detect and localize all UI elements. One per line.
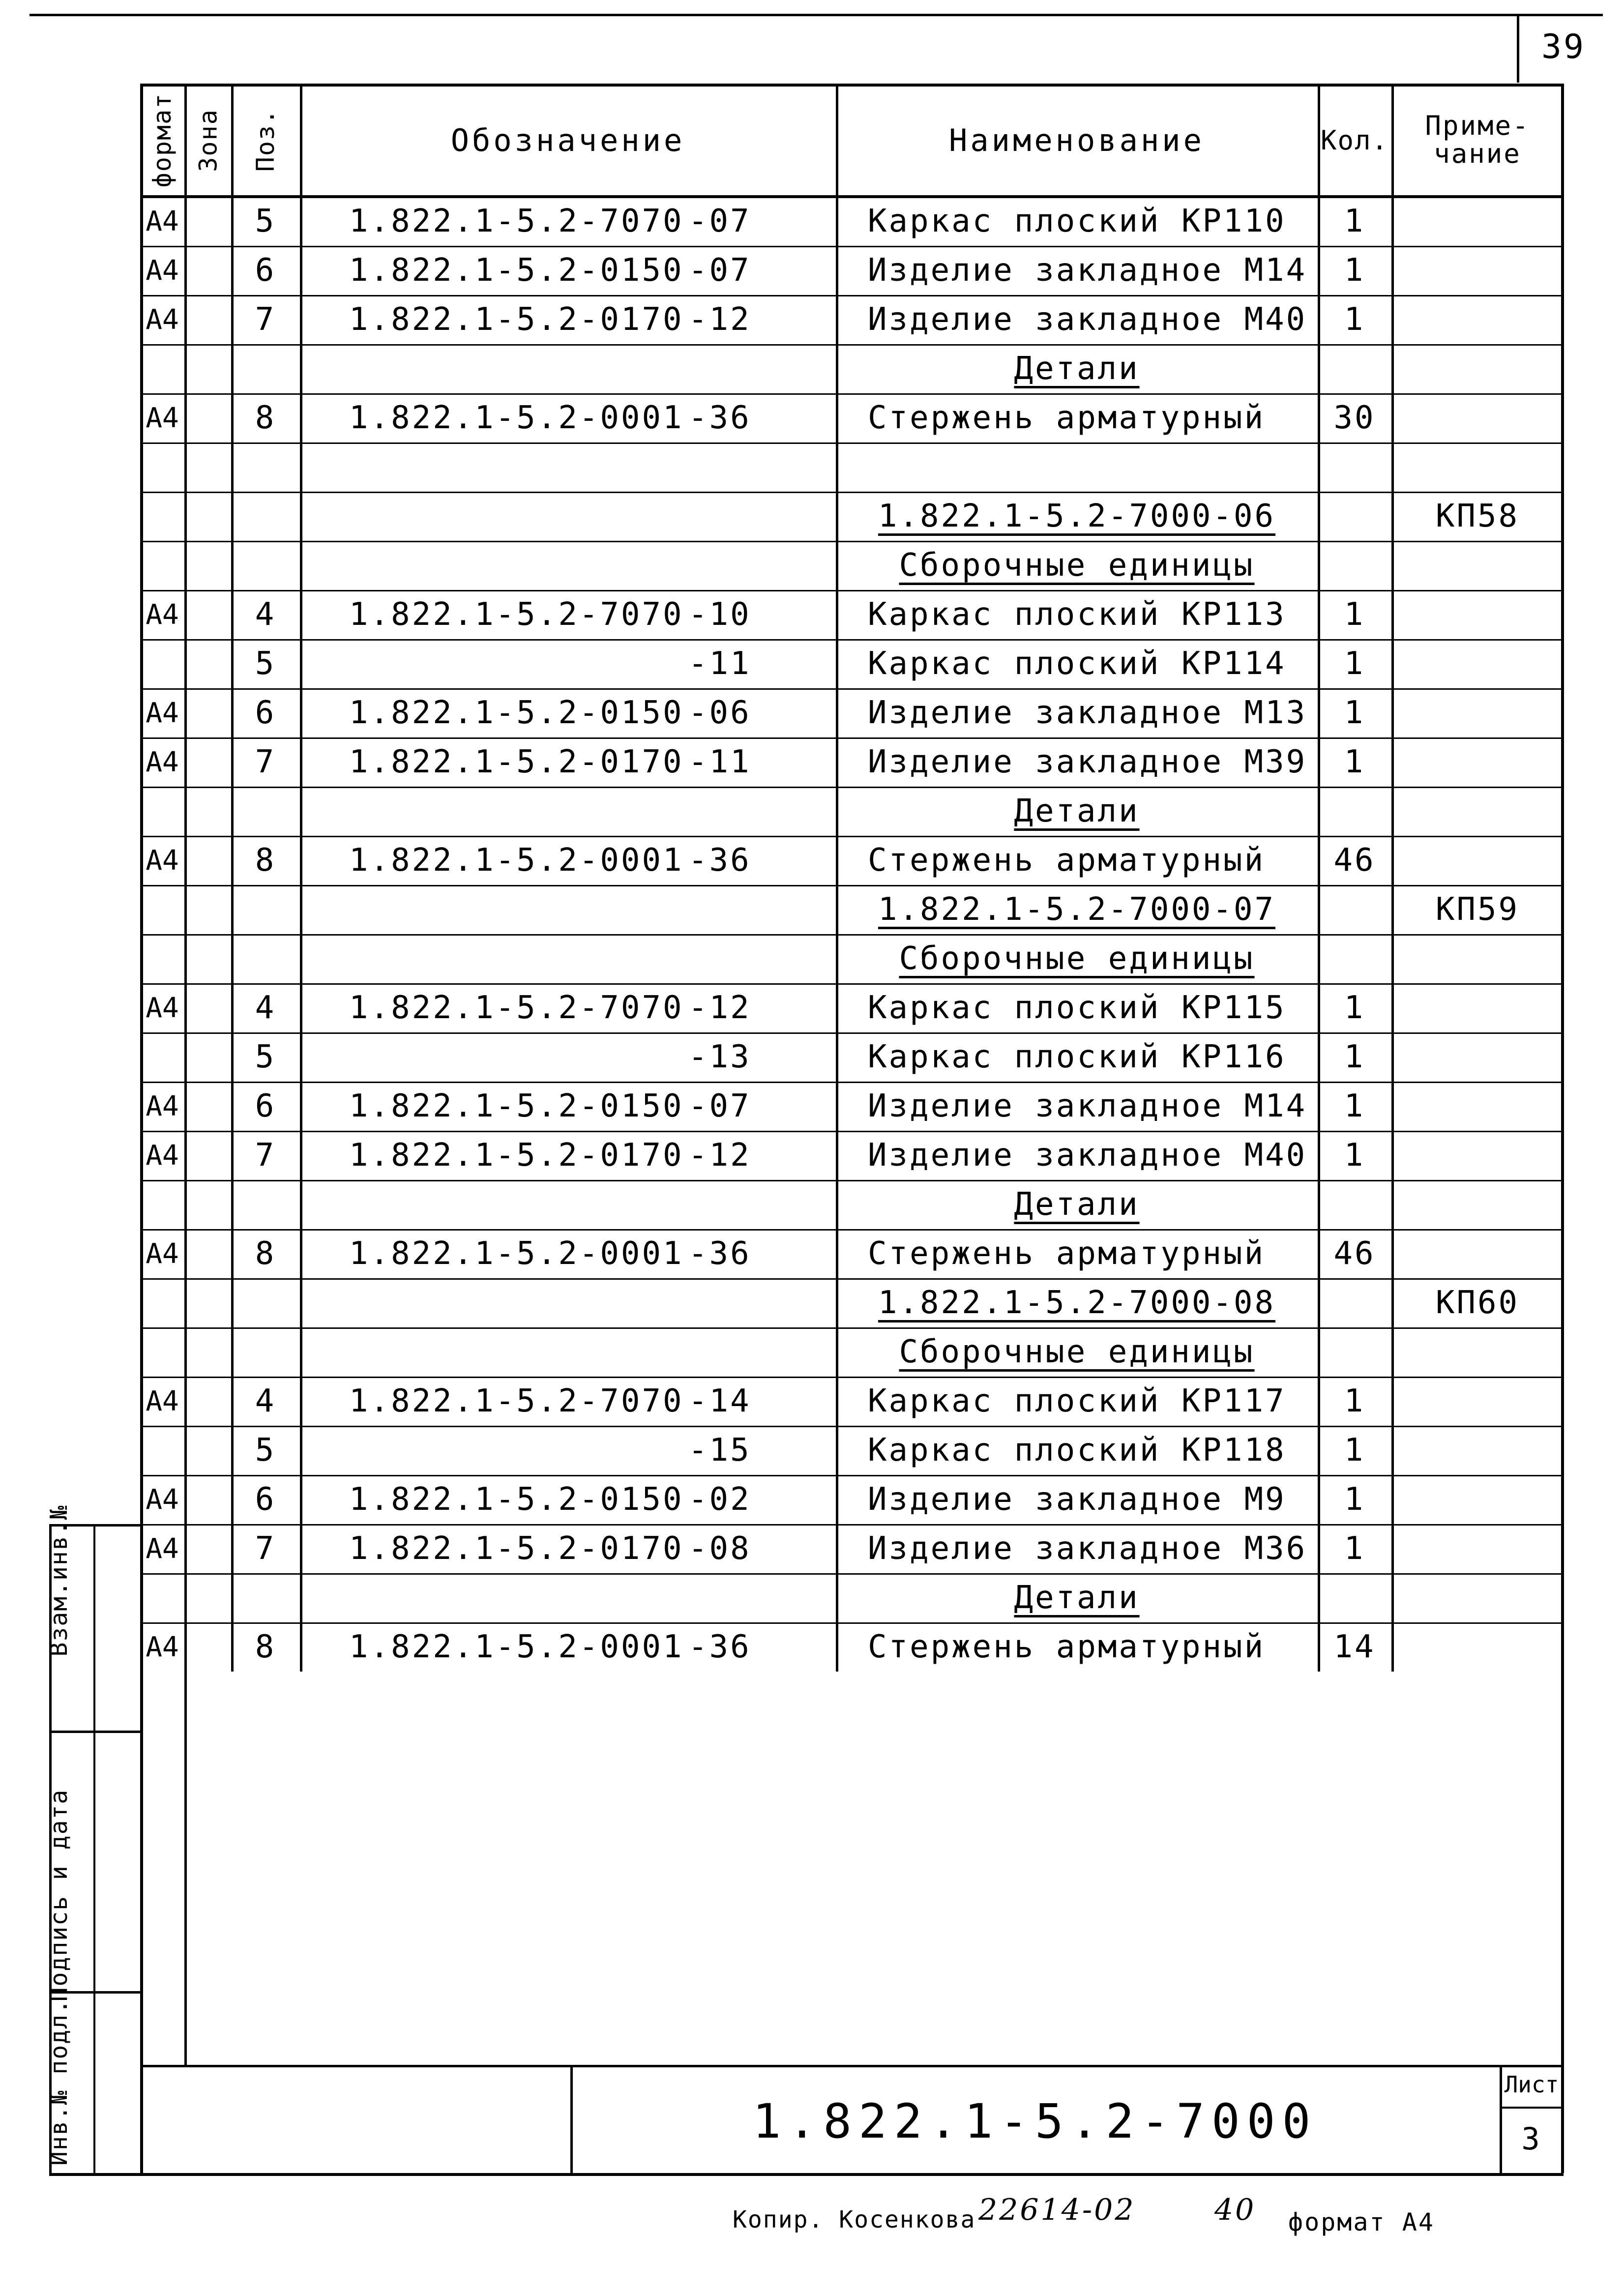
- row-format: [140, 1573, 184, 1622]
- row-quantity: 1: [1344, 1039, 1365, 1075]
- row-format: [140, 1180, 184, 1229]
- row-designation-suffix: [688, 1327, 826, 1377]
- row-name: Изделие закладное М14: [868, 252, 1307, 289]
- side-label-vzam-inv: Взам.инв.№: [45, 1504, 73, 1657]
- row-designation: 1.822.1-5.2-7070: [349, 1383, 684, 1419]
- header-zone: Зона: [193, 108, 222, 172]
- row-designation: 1.822.1-5.2-0150: [349, 252, 684, 289]
- row-note: [1391, 688, 1564, 737]
- row-designation-suffix: -08: [688, 1530, 751, 1567]
- row-quantity: [1318, 1180, 1391, 1229]
- row-name: 1.822.1-5.2-7000-06: [878, 498, 1276, 534]
- row-name: Изделие закладное М40: [868, 1137, 1307, 1174]
- row-name: Каркас плоский КР114: [868, 646, 1286, 682]
- row-designation: 1.822.1-5.2-0150: [349, 1088, 684, 1124]
- row-note: [1391, 1426, 1564, 1475]
- row-position: 8: [255, 1629, 276, 1665]
- row-quantity: [1318, 1278, 1391, 1327]
- row-note: [1391, 246, 1564, 295]
- row-note: [1391, 983, 1564, 1032]
- footer-copied-by: Копир. Косенкова: [733, 2206, 976, 2233]
- row-designation: 1.822.1-5.2-0001: [349, 1235, 684, 1272]
- row-note: [1391, 1377, 1564, 1426]
- row-format: А4: [146, 598, 179, 631]
- row-format: А4: [146, 1631, 179, 1663]
- footer-order-number-2: 40: [1214, 2193, 1256, 2227]
- header-pos: Поз.: [251, 108, 280, 172]
- row-designation-suffix: -02: [688, 1481, 751, 1518]
- row-note: [1391, 1229, 1564, 1278]
- row-name: Детали: [1014, 1186, 1140, 1223]
- document-number: 1.822.1-5.2-7000: [752, 2094, 1318, 2149]
- row-note: [1391, 590, 1564, 639]
- row-note: КП60: [1435, 1285, 1520, 1321]
- row-designation-suffix: [688, 442, 826, 492]
- header-qty: Кол.: [1320, 124, 1389, 156]
- row-designation-suffix: [688, 885, 826, 934]
- row-name: Изделие закладное М36: [868, 1530, 1307, 1567]
- row-designation-suffix: [688, 1278, 826, 1327]
- row-designation-suffix: -13: [688, 1039, 751, 1075]
- row-designation: 1.822.1-5.2-0001: [349, 400, 684, 436]
- sheet-box-mid: [1500, 2107, 1564, 2109]
- footer-format: формат А4: [1288, 2208, 1435, 2236]
- row-designation: 1.822.1-5.2-0170: [349, 1137, 684, 1174]
- header-designation: Обозначение: [450, 122, 685, 158]
- row-designation: [349, 344, 693, 393]
- top-border: [30, 14, 1603, 16]
- row-designation: [349, 1278, 693, 1327]
- row-format: [140, 1327, 184, 1377]
- row-name: Сборочные единицы: [899, 547, 1255, 584]
- row-name: Каркас плоский КР116: [868, 1039, 1286, 1075]
- row-name: Детали: [1014, 1580, 1140, 1616]
- row-position: 6: [255, 1088, 276, 1124]
- row-designation: [349, 1327, 693, 1377]
- row-quantity: 1: [1344, 252, 1365, 289]
- page-number: 39: [1541, 27, 1586, 66]
- row-designation: 1.822.1-5.2-0001: [349, 842, 684, 879]
- column-line: [836, 84, 838, 1672]
- side-stamp-inner: [93, 1524, 95, 2173]
- row-position: [231, 787, 300, 836]
- row-name: Детали: [1014, 351, 1140, 387]
- frame-bottom: [49, 2173, 1564, 2176]
- row-position: [231, 492, 300, 541]
- row-format: [140, 1278, 184, 1327]
- row-position: [231, 344, 300, 393]
- row-name: Каркас плоский КР118: [868, 1432, 1286, 1469]
- row-designation: [349, 1426, 693, 1475]
- row-name: Детали: [1014, 793, 1140, 829]
- row-quantity: 1: [1344, 1530, 1365, 1567]
- row-designation: [349, 787, 693, 836]
- row-designation-suffix: -11: [688, 646, 751, 682]
- row-quantity: [1318, 885, 1391, 934]
- row-position: 8: [255, 842, 276, 879]
- row-format: А4: [146, 1237, 179, 1270]
- row-designation: 1.822.1-5.2-7070: [349, 990, 684, 1026]
- row-quantity: 1: [1344, 596, 1365, 633]
- row-name: Стержень арматурный: [868, 842, 1266, 879]
- row-designation-suffix: [688, 1180, 826, 1229]
- row-format: А4: [146, 746, 179, 778]
- row-name: Стержень арматурный: [868, 400, 1266, 436]
- row-note: [1391, 197, 1564, 246]
- row-format: А4: [146, 1483, 179, 1516]
- row-position: [231, 934, 300, 983]
- row-quantity: [1318, 1327, 1391, 1377]
- row-position: [231, 885, 300, 934]
- row-quantity: 1: [1344, 646, 1365, 682]
- row-quantity: 1: [1344, 203, 1365, 239]
- row-position: 5: [255, 1039, 276, 1075]
- row-name: Каркас плоский КР113: [868, 596, 1286, 633]
- row-quantity: 14: [1333, 1629, 1376, 1665]
- row-position: [231, 1278, 300, 1327]
- row-designation-suffix: -36: [688, 1235, 751, 1272]
- row-note: [1391, 1082, 1564, 1131]
- row-format: А4: [146, 205, 179, 237]
- row-name: Сборочные единицы: [899, 940, 1255, 977]
- column-line: [184, 1672, 187, 2065]
- row-name: Стержень арматурный: [868, 1629, 1266, 1665]
- row-name: Изделие закладное М13: [868, 695, 1307, 731]
- row-note: КП59: [1435, 891, 1520, 928]
- side-label-inv-original: Инв.№ подл.: [45, 1998, 73, 2166]
- row-designation-suffix: [688, 787, 826, 836]
- row-designation-suffix: -12: [688, 301, 751, 338]
- row-designation-suffix: [688, 1573, 826, 1622]
- row-format: А4: [146, 1139, 179, 1172]
- row-quantity: 1: [1344, 1088, 1365, 1124]
- row-designation-suffix: -36: [688, 400, 751, 436]
- side-label-signature-date: Подпись и дата: [45, 1789, 73, 2002]
- row-format: [140, 1426, 184, 1475]
- row-note: [1391, 295, 1564, 344]
- row-note: [1391, 737, 1564, 787]
- row-position: 4: [255, 1383, 276, 1419]
- footer-order-number: 22614-02: [978, 2193, 1136, 2227]
- row-note: [1391, 1327, 1564, 1377]
- row-note: [1391, 442, 1564, 492]
- row-designation: 1.822.1-5.2-0170: [349, 301, 684, 338]
- row-designation: [349, 934, 693, 983]
- row-designation-suffix: -07: [688, 1088, 751, 1124]
- row-quantity: [1318, 934, 1391, 983]
- row-position: 5: [255, 646, 276, 682]
- row-designation-suffix: -07: [688, 252, 751, 289]
- row-designation-suffix: -12: [688, 1137, 751, 1174]
- row-format: А4: [146, 844, 179, 877]
- row-position: 7: [255, 1137, 276, 1174]
- row-position: [231, 1327, 300, 1377]
- row-format: А4: [146, 992, 179, 1024]
- row-quantity: [1318, 1573, 1391, 1622]
- row-designation: [349, 1032, 693, 1082]
- row-designation: 1.822.1-5.2-0150: [349, 1481, 684, 1518]
- row-quantity: 1: [1344, 990, 1365, 1026]
- row-name: Каркас плоский КР115: [868, 990, 1286, 1026]
- row-designation: [349, 1573, 693, 1622]
- row-format: [140, 442, 184, 492]
- row-name: Изделие закладное М9: [868, 1481, 1286, 1518]
- row-quantity: [1318, 787, 1391, 836]
- row-quantity: [1318, 442, 1391, 492]
- row-format: [140, 492, 184, 541]
- row-quantity: [1318, 541, 1391, 590]
- row-format: [140, 934, 184, 983]
- row-quantity: 1: [1344, 695, 1365, 731]
- row-designation: 1.822.1-5.2-7070: [349, 596, 684, 633]
- row-quantity: 1: [1344, 744, 1365, 780]
- row-format: [140, 344, 184, 393]
- row-format: А4: [146, 303, 179, 336]
- row-quantity: 1: [1344, 301, 1365, 338]
- row-format: А4: [146, 1385, 179, 1417]
- row-designation-suffix: -10: [688, 596, 751, 633]
- row-note: [1391, 787, 1564, 836]
- row-position: 5: [255, 203, 276, 239]
- row-position: 7: [255, 1530, 276, 1567]
- column-line: [184, 84, 187, 1672]
- row-position: 6: [255, 1481, 276, 1518]
- row-note: [1391, 1180, 1564, 1229]
- row-designation-suffix: -06: [688, 695, 751, 731]
- sheet-number: 3: [1521, 2120, 1542, 2157]
- row-designation-suffix: -15: [688, 1432, 751, 1469]
- row-format: [140, 541, 184, 590]
- column-line: [300, 84, 302, 1672]
- row-position: 4: [255, 596, 276, 633]
- row-designation: 1.822.1-5.2-0150: [349, 695, 684, 731]
- row-quantity: 46: [1333, 842, 1376, 879]
- header-note: Приме- чание: [1425, 110, 1530, 169]
- row-note: [1391, 1475, 1564, 1524]
- row-note: [1391, 393, 1564, 442]
- row-note: [1391, 836, 1564, 885]
- row-position: [231, 541, 300, 590]
- row-position: [231, 1180, 300, 1229]
- row-designation-suffix: [688, 934, 826, 983]
- row-position: 6: [255, 252, 276, 289]
- row-note: [1391, 344, 1564, 393]
- row-designation: 1.822.1-5.2-0001: [349, 1629, 684, 1665]
- row-name: Изделие закладное М40: [868, 301, 1307, 338]
- row-quantity: 1: [1344, 1481, 1365, 1518]
- row-designation: 1.822.1-5.2-0170: [349, 1530, 684, 1567]
- row-designation-suffix: -07: [688, 203, 751, 239]
- row-quantity: [1318, 492, 1391, 541]
- row-position: [231, 1573, 300, 1622]
- row-designation-suffix: -14: [688, 1383, 751, 1419]
- row-name: Стержень арматурный: [868, 1235, 1266, 1272]
- row-designation: [349, 541, 693, 590]
- row-quantity: 30: [1333, 400, 1376, 436]
- row-quantity: [1318, 344, 1391, 393]
- row-designation-suffix: [688, 344, 826, 393]
- row-name: [868, 442, 1315, 492]
- row-designation-suffix: [688, 492, 826, 541]
- row-format: А4: [146, 697, 179, 729]
- row-note: КП58: [1435, 498, 1520, 534]
- row-name: Каркас плоский КР117: [868, 1383, 1286, 1419]
- row-position: 7: [255, 301, 276, 338]
- row-designation: [349, 639, 693, 688]
- row-designation: [349, 492, 693, 541]
- row-name: 1.822.1-5.2-7000-08: [878, 1285, 1276, 1321]
- row-name: Сборочные единицы: [899, 1334, 1255, 1370]
- row-designation: 1.822.1-5.2-0170: [349, 744, 684, 780]
- row-position: 4: [255, 990, 276, 1026]
- row-position: [231, 442, 300, 492]
- row-format: [140, 1032, 184, 1082]
- row-position: 6: [255, 695, 276, 731]
- row-name: Каркас плоский КР110: [868, 203, 1286, 239]
- row-name: Изделие закладное М39: [868, 744, 1307, 780]
- row-note: [1391, 1131, 1564, 1180]
- row-note: [1391, 1524, 1564, 1573]
- row-note: [1391, 1573, 1564, 1622]
- row-format: А4: [146, 254, 179, 287]
- row-designation-suffix: -12: [688, 990, 751, 1026]
- row-format: [140, 787, 184, 836]
- row-format: [140, 639, 184, 688]
- row-designation-suffix: [688, 541, 826, 590]
- row-format: А4: [146, 1090, 179, 1122]
- row-position: 8: [255, 1235, 276, 1272]
- row-quantity: 46: [1333, 1235, 1376, 1272]
- row-format: [140, 885, 184, 934]
- row-position: 7: [255, 744, 276, 780]
- row-designation-suffix: -11: [688, 744, 751, 780]
- row-designation-suffix: -36: [688, 1629, 751, 1665]
- row-note: [1391, 639, 1564, 688]
- title-block-top: [140, 2065, 1564, 2067]
- row-quantity: 1: [1344, 1137, 1365, 1174]
- row-name: 1.822.1-5.2-7000-07: [878, 891, 1276, 928]
- row-note: [1391, 1622, 1564, 1672]
- row-quantity: 1: [1344, 1432, 1365, 1469]
- row-quantity: 1: [1344, 1383, 1365, 1419]
- row-name: Изделие закладное М14: [868, 1088, 1307, 1124]
- row-designation: 1.822.1-5.2-7070: [349, 203, 684, 239]
- row-note: [1391, 934, 1564, 983]
- header-format: формат: [148, 92, 177, 188]
- row-format: А4: [146, 402, 179, 434]
- row-note: [1391, 1032, 1564, 1082]
- row-format: А4: [146, 1532, 179, 1565]
- row-position: 8: [255, 400, 276, 436]
- row-designation: [349, 885, 693, 934]
- header-name: Наименование: [949, 122, 1205, 158]
- row-position: 5: [255, 1432, 276, 1469]
- row-designation-suffix: -36: [688, 842, 751, 879]
- row-designation: [349, 442, 693, 492]
- row-note: [1391, 541, 1564, 590]
- sheet-label: Лист: [1504, 2071, 1559, 2098]
- row-designation: [349, 1180, 693, 1229]
